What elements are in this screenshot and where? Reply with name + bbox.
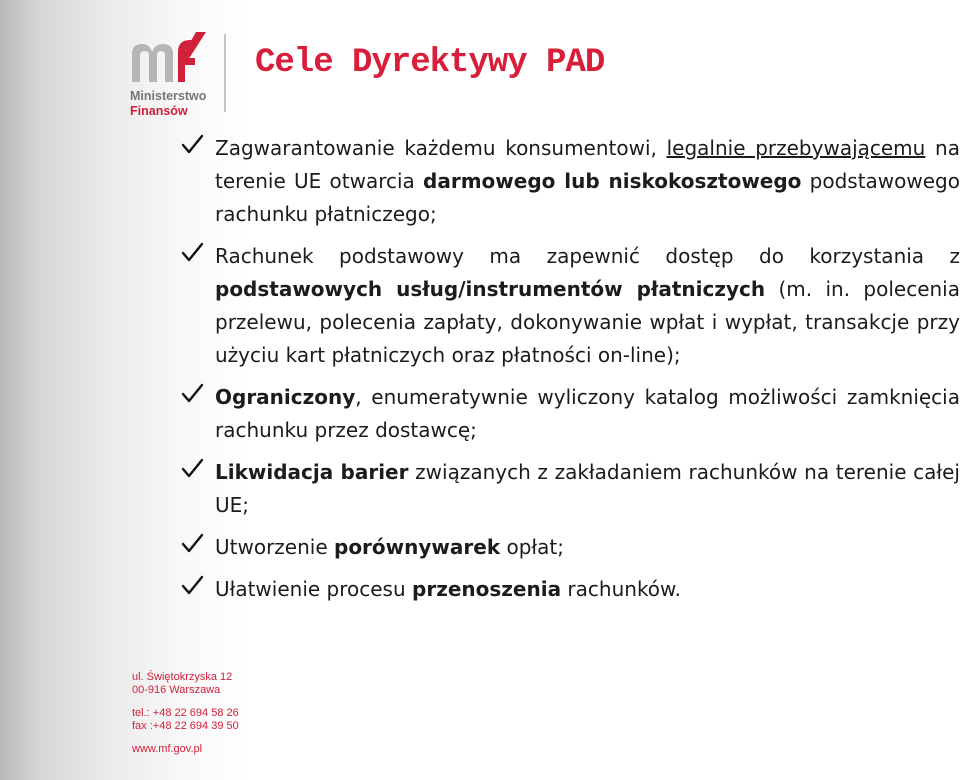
bullet-list [178,132,960,615]
bullet-text [215,456,960,522]
bold-phrase: darmowego lub niskokosztowego [423,169,802,193]
bullet-text [215,531,960,564]
bold-phrase: Ograniczony [215,385,356,409]
text-segment: (m. in. polecenia przelewu, polecenia zapłaty, dokonywanie wpłat i wypłat, transakcje przy użyciu kart płatniczych oraz płatności on-line); [215,277,960,367]
text-segment: , enumeratywnie wyliczony katalog możliwości zamknięcia rachunku przez dostawcę; [215,385,960,442]
bullet-item [178,132,960,231]
ministry-logo [128,30,248,120]
check-icon [179,381,205,407]
bold-phrase: Likwidacja barier [215,460,409,484]
bold-phrase: podstawowych usług/instrumentów płatniczych [215,277,766,301]
bullet-item [178,240,960,372]
check-icon [179,240,205,266]
slide-title: Cele Dyrektywy PAD [255,44,605,82]
text-segment: Utworzenie [215,535,334,559]
logo-text-finansow: Finansów [130,104,188,118]
footer-website-link[interactable]: www.mf.gov.pl [132,743,203,755]
text-segment: Ułatwienie procesu [215,577,413,601]
bullet-item [178,531,960,564]
text-segment: opłat; [500,535,564,559]
text-segment: rachunków. [561,577,681,601]
underlined-phrase: legalnie przebywającemu [666,136,926,160]
bullet-text [215,240,960,372]
bullet-text [215,132,960,231]
logo-mark-icon [128,30,220,88]
footer-address-street: ul. Świętokrzyska 12 [132,671,233,683]
check-icon [179,132,205,158]
check-icon [179,531,205,557]
bullet-item [178,573,960,606]
text-segment: związanych z zakładaniem rachunków na terenie całej UE; [215,460,960,517]
bold-phrase: porównywarek [334,535,501,559]
logo-divider [224,34,226,112]
bold-phrase: przenoszenia [412,577,562,601]
bullet-item [178,456,960,522]
footer-phone: tel.: +48 22 694 58 26 [132,707,239,719]
bullet-text [215,381,960,447]
text-segment: na terenie UE otwarcia [215,136,960,193]
footer-address-city: 00-916 Warszawa [132,684,221,696]
footer-contact [132,671,239,756]
footer-fax: fax :+48 22 694 39 50 [132,720,239,732]
logo-text-ministerstwo: Ministerstwo [130,89,207,103]
text-segment: Zagwarantowanie każdemu konsumentowi, [215,136,667,160]
text-segment: podstawowego rachunku płatniczego; [215,169,960,226]
text-segment: Rachunek podstawowy ma zapewnić dostęp do korzystania z [215,244,960,268]
bullet-item [178,381,960,447]
bullet-text [215,573,960,606]
check-icon [179,573,205,599]
check-icon [179,456,205,482]
